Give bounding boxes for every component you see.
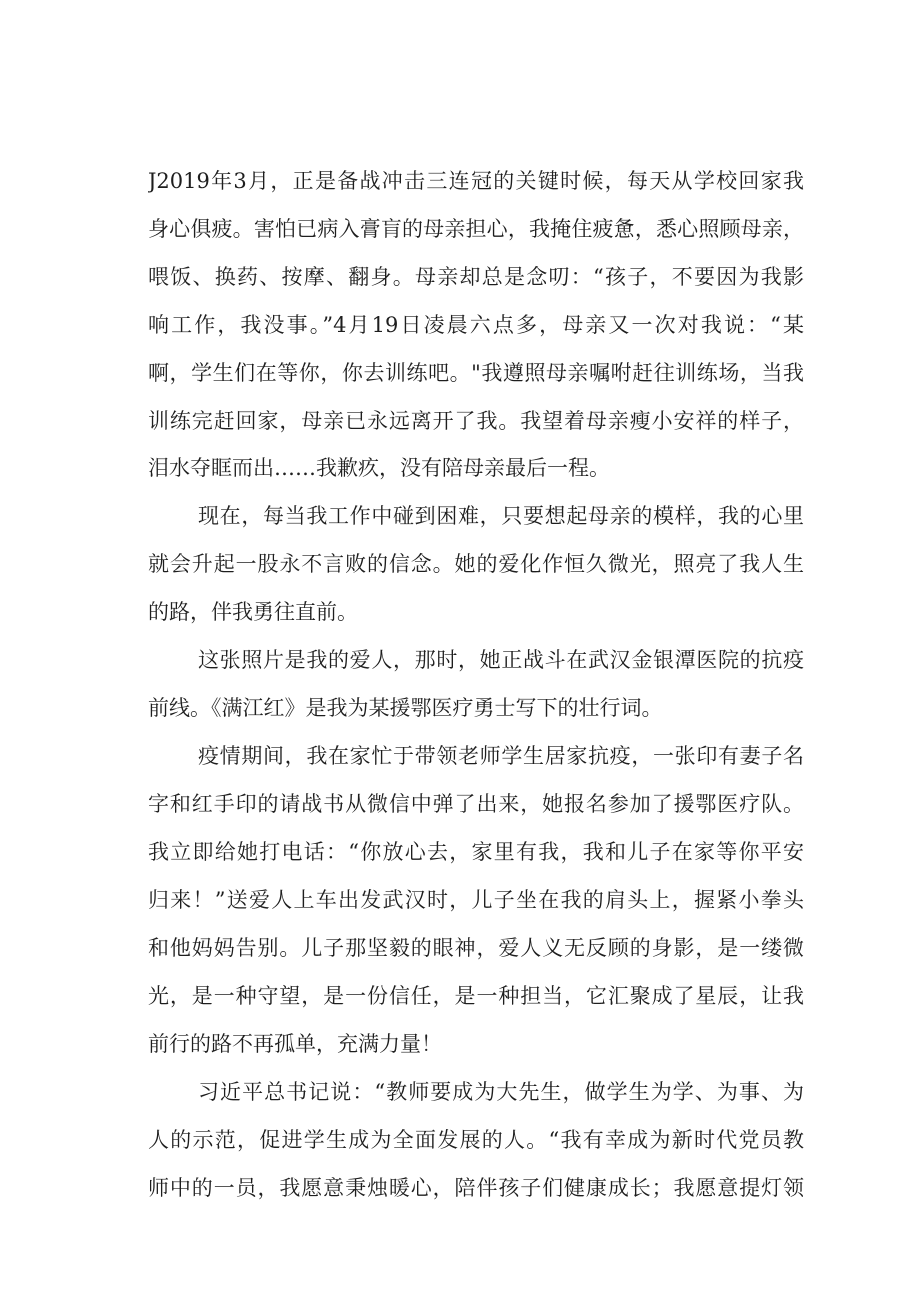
text-line: 习近平总书记说：“教师要成为大先生，做学生为学、为事、为: [198, 1080, 804, 1104]
text-line: 疫情期间，我在家忙于带领老师学生居家抗疫，一张印有妻子名: [198, 744, 804, 768]
text-line: 字和红手印的请战书从微信中弹了出来，她报名参加了援鄂医疗队。: [148, 792, 804, 816]
text-line: 喂饭、换药、按摩、翻身。母亲却总是念叨：“孩子，不要因为我影: [148, 265, 804, 289]
text-line: 身心俱疲。害怕已病入膏肓的母亲担心，我掩住疲惫，悉心照顾母亲，: [148, 217, 804, 241]
text-line: 前行的路不再孤单，充满力量！: [148, 1032, 442, 1056]
text-line: 前线。《满江红》是我为某援鄂医疗勇士写下的壮行词。: [148, 696, 663, 720]
text-line: 就会升起一股永不言败的信念。她的爱化作恒久微光，照亮了我人生: [148, 552, 804, 576]
text-line: 光，是一种守望，是一份信任，是一种担当，它汇聚成了星辰，让我: [148, 984, 804, 1008]
text-line: J2019年3月，正是备战冲击三连冠的关键时候，每天从学校回家我: [148, 169, 804, 193]
text-line: 啊，学生们在等你，你去训练吧。"我遵照母亲嘱咐赶往训练场，当我: [148, 361, 804, 385]
text-line: 响工作，我没事。”4月19日凌晨六点多，母亲又一次对我说：“某: [148, 313, 804, 337]
text-line: 现在，每当我工作中碰到困难，只要想起母亲的模样，我的心里: [198, 504, 804, 528]
text-line: 和他妈妈告别。儿子那坚毅的眼神，爱人义无反顾的身影，是一缕微: [148, 936, 804, 960]
text-line: 的路，伴我勇往直前。: [148, 600, 358, 624]
text-line: 训练完赶回家，母亲已永远离开了我。我望着母亲瘦小安祥的样子，: [148, 409, 804, 433]
text-line: 泪水夺眶而出……我歉疚，没有陪母亲最后一程。: [148, 456, 610, 480]
text-line: 人的示范，促进学生成为全面发展的人。“我有幸成为新时代党员教: [148, 1128, 804, 1152]
text-line: 我立即给她打电话：“你放心去，家里有我，我和儿子在家等你平安: [148, 840, 804, 864]
text-line: 师中的一员，我愿意秉烛暖心，陪伴孩子们健康成长；我愿意提灯领: [148, 1176, 804, 1200]
text-line: 这张照片是我的爱人，那时，她正战斗在武汉金银潭医院的抗疫: [198, 648, 804, 672]
text-line: 归来！”送爱人上车出发武汉时，儿子坐在我的肩头上，握紧小拳头: [148, 888, 804, 912]
